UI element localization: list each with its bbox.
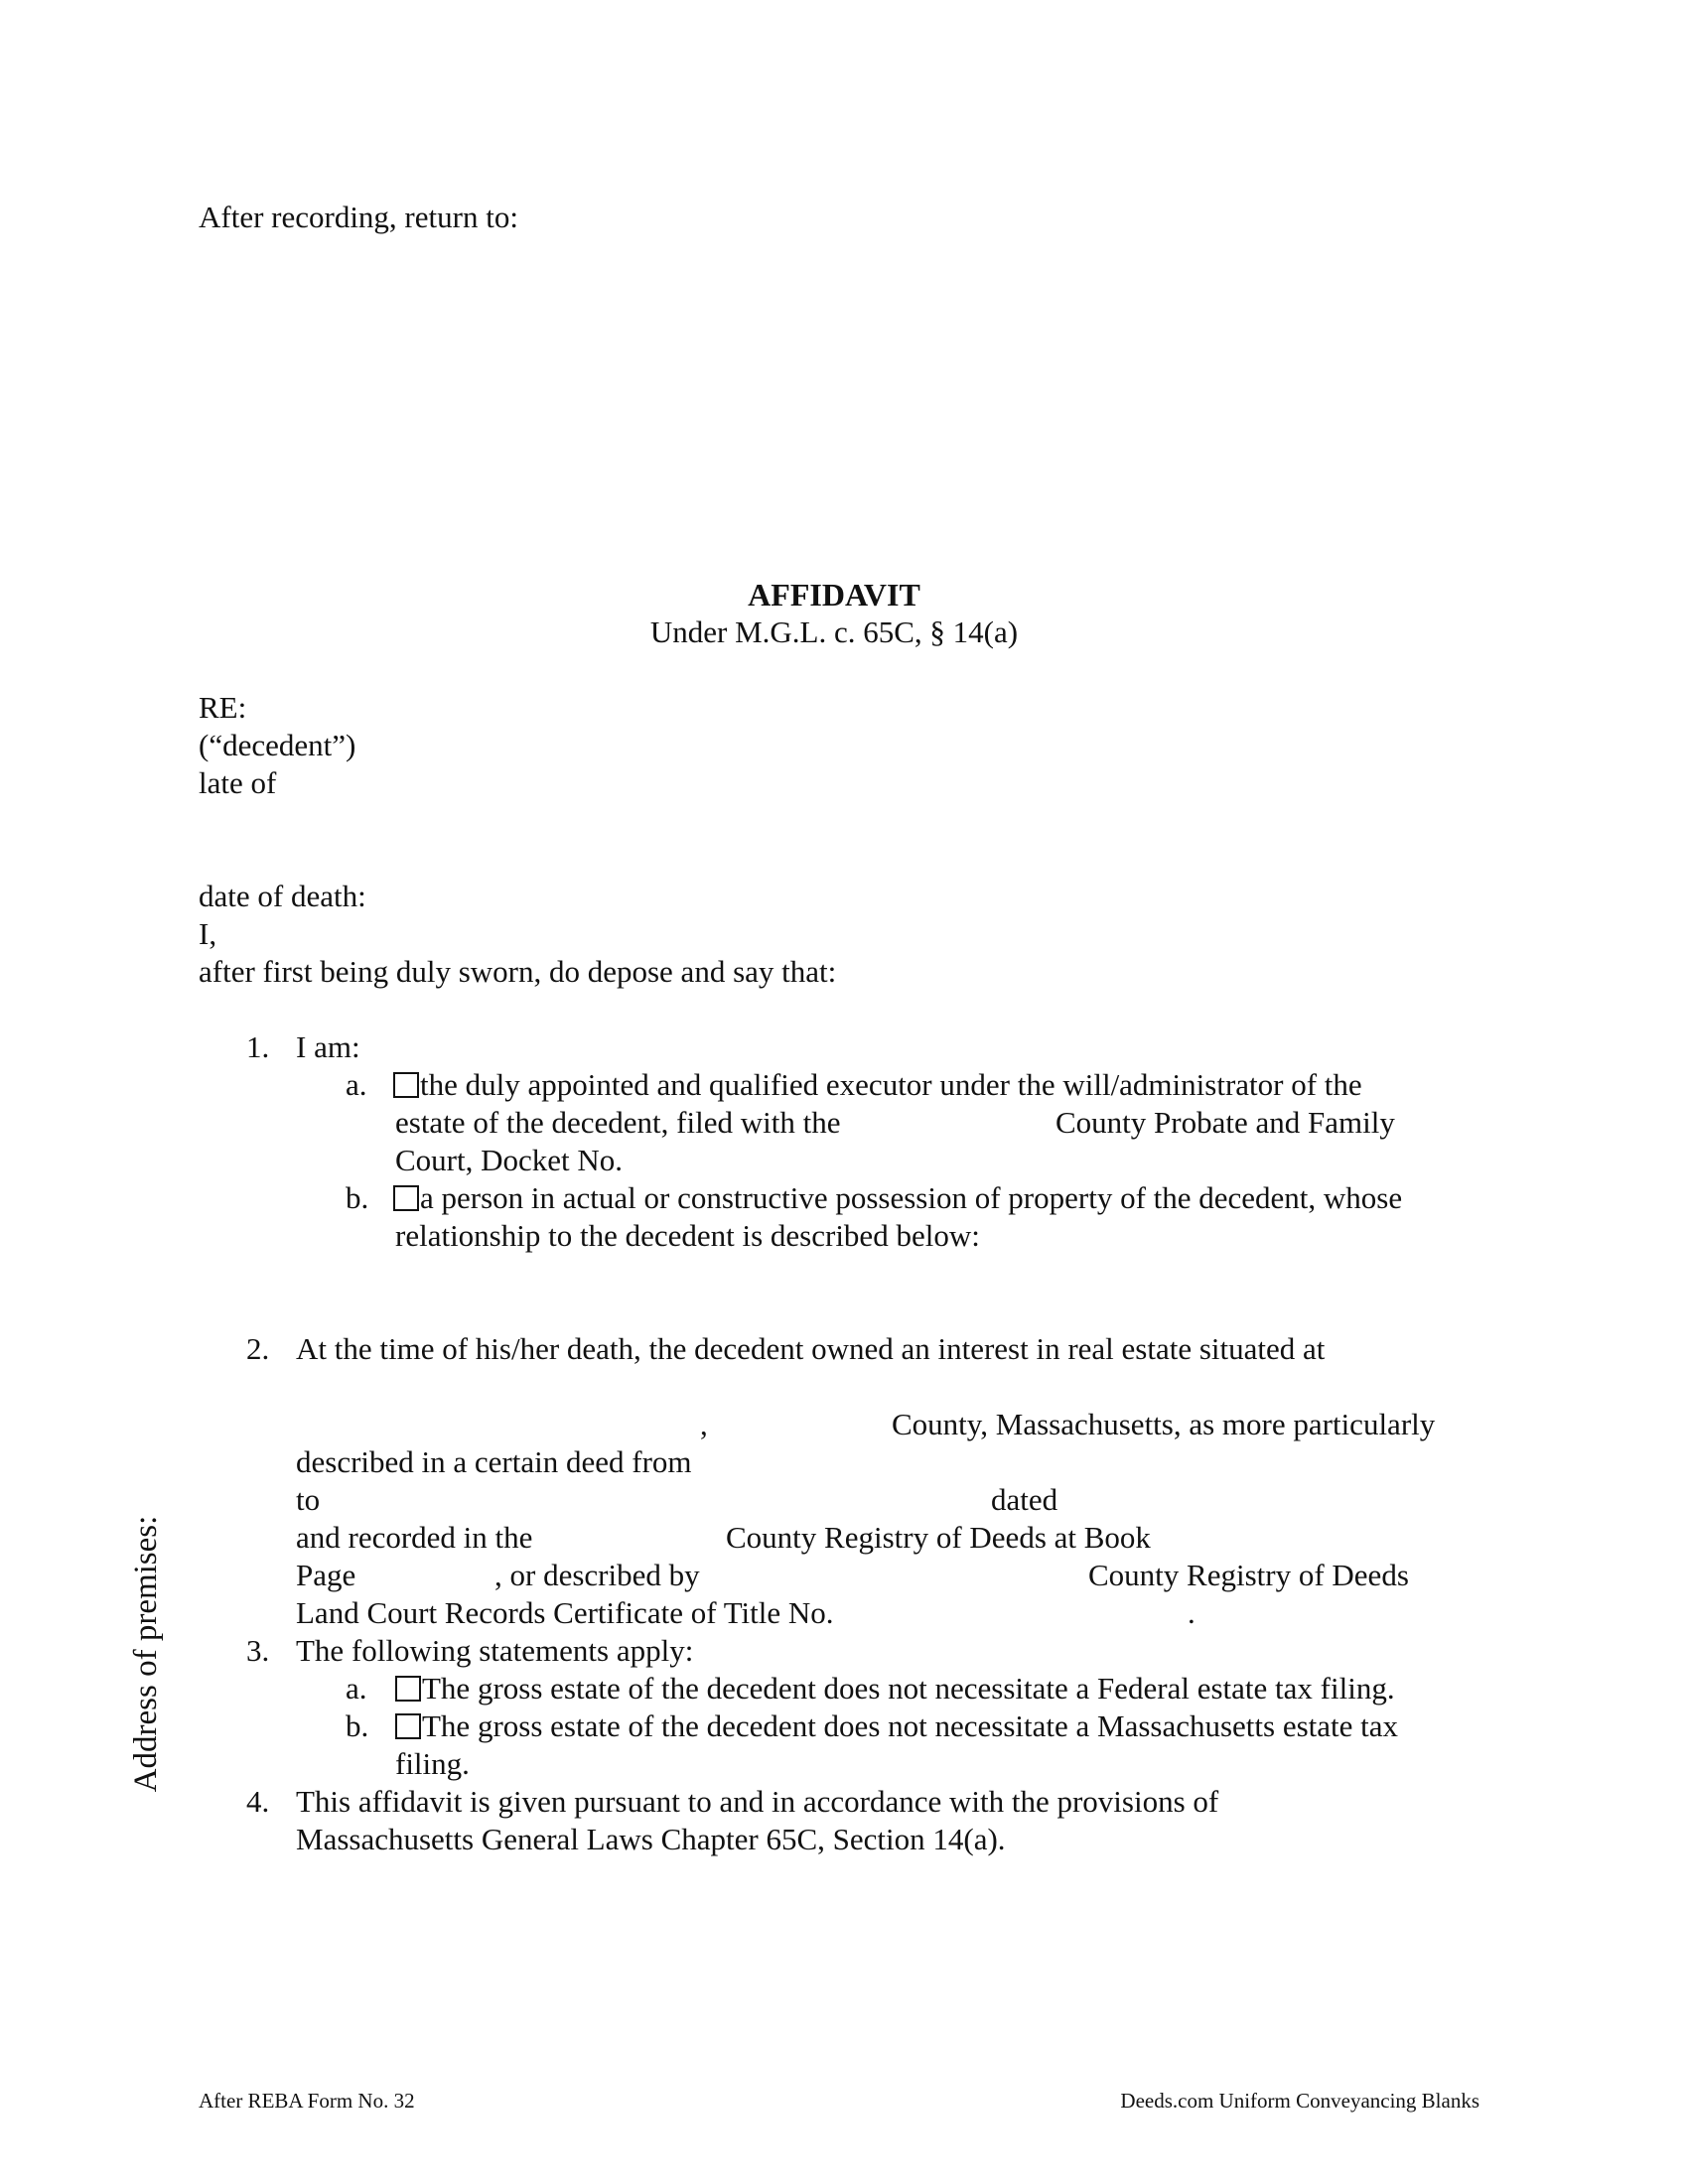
document-title: AFFIDAVIT	[748, 577, 920, 613]
massachusetts-tax-checkbox[interactable]	[395, 1713, 421, 1739]
item2-registry-book: County Registry of Deeds at Book	[726, 1520, 1151, 1555]
federal-tax-checkbox[interactable]	[395, 1676, 421, 1702]
item3b-line2: filing.	[395, 1746, 470, 1781]
sworn-statement: after first being duly sworn, do depose and say that:	[199, 954, 837, 989]
document-subtitle: Under M.G.L. c. 65C, § 14(a)	[649, 614, 1019, 649]
possession-checkbox[interactable]	[393, 1185, 419, 1211]
item1a-line2: estate of the decedent, filed with the	[395, 1105, 841, 1140]
item1b-line1	[393, 1179, 1402, 1217]
item2-described-by: , or described by	[494, 1558, 700, 1592]
item3a-line1	[395, 1670, 1395, 1707]
footer-form-number: After REBA Form No. 32	[199, 2089, 415, 2113]
footer-publisher: Deeds.com Uniform Conveyancing Blanks	[1120, 2089, 1479, 2113]
item2-deed-from: described in a certain deed from	[296, 1444, 692, 1479]
item2-comma: ,	[700, 1407, 708, 1441]
item3-text: The following statements apply:	[296, 1633, 694, 1668]
item1a-line3: Court, Docket No.	[395, 1143, 624, 1177]
item-letter: a.	[346, 1671, 367, 1706]
item-letter: b.	[346, 1708, 369, 1743]
item2-recorded-in: and recorded in the	[296, 1520, 533, 1555]
executor-checkbox[interactable]	[393, 1072, 419, 1098]
item-number: 2.	[246, 1331, 270, 1366]
item3a-text: The gross estate of the decedent does not necessitate a Federal estate tax filing.	[422, 1671, 1395, 1706]
item3b-line1	[395, 1707, 1398, 1745]
item4-line1: This affidavit is given pursuant to and in accordance with the provisions of	[296, 1784, 1219, 1819]
item1a-county-text: County Probate and Family	[1055, 1105, 1395, 1140]
item3b-text: The gross estate of the decedent does not necessitate a Massachusetts estate tax	[422, 1708, 1399, 1743]
item-number: 3.	[246, 1633, 270, 1668]
item1b-line2: relationship to the decedent is described below:	[395, 1218, 980, 1253]
item2-line1: At the time of his/her death, the decedent owned an interest in real estate situated at	[296, 1331, 1326, 1366]
item2-page: Page	[296, 1558, 356, 1592]
item2-period: .	[1188, 1595, 1196, 1630]
return-to-label: After recording, return to:	[199, 200, 518, 234]
re-label: RE:	[199, 690, 247, 725]
item1b-text: a person in actual or constructive possession of property of the decedent, whose	[420, 1180, 1403, 1215]
item1a-text: the duly appointed and qualified executor under the will/administrator of the	[420, 1067, 1362, 1102]
date-of-death-label: date of death:	[199, 879, 366, 913]
item2-dated: dated	[991, 1482, 1058, 1517]
item2-county-mass: County, Massachusetts, as more particularly	[892, 1407, 1436, 1441]
item2-land-court: Land Court Records Certificate of Title No.	[296, 1595, 834, 1630]
item-number: 1.	[246, 1029, 270, 1064]
item2-registry: County Registry of Deeds	[1088, 1558, 1409, 1592]
affiant-label: I,	[199, 916, 217, 951]
address-of-premises-label: Address of premises:	[128, 1515, 164, 1793]
late-of-label: late of	[199, 765, 277, 800]
item-letter: b.	[346, 1180, 369, 1215]
item4-line2: Massachusetts General Laws Chapter 65C, Section 14(a).	[296, 1822, 1006, 1856]
item-letter: a.	[346, 1067, 367, 1102]
item-number: 4.	[246, 1784, 270, 1819]
item1-text: I am:	[296, 1029, 360, 1064]
item2-to: to	[296, 1482, 321, 1517]
item1a-line1	[393, 1066, 1362, 1104]
decedent-label: (“decedent”)	[199, 728, 356, 762]
